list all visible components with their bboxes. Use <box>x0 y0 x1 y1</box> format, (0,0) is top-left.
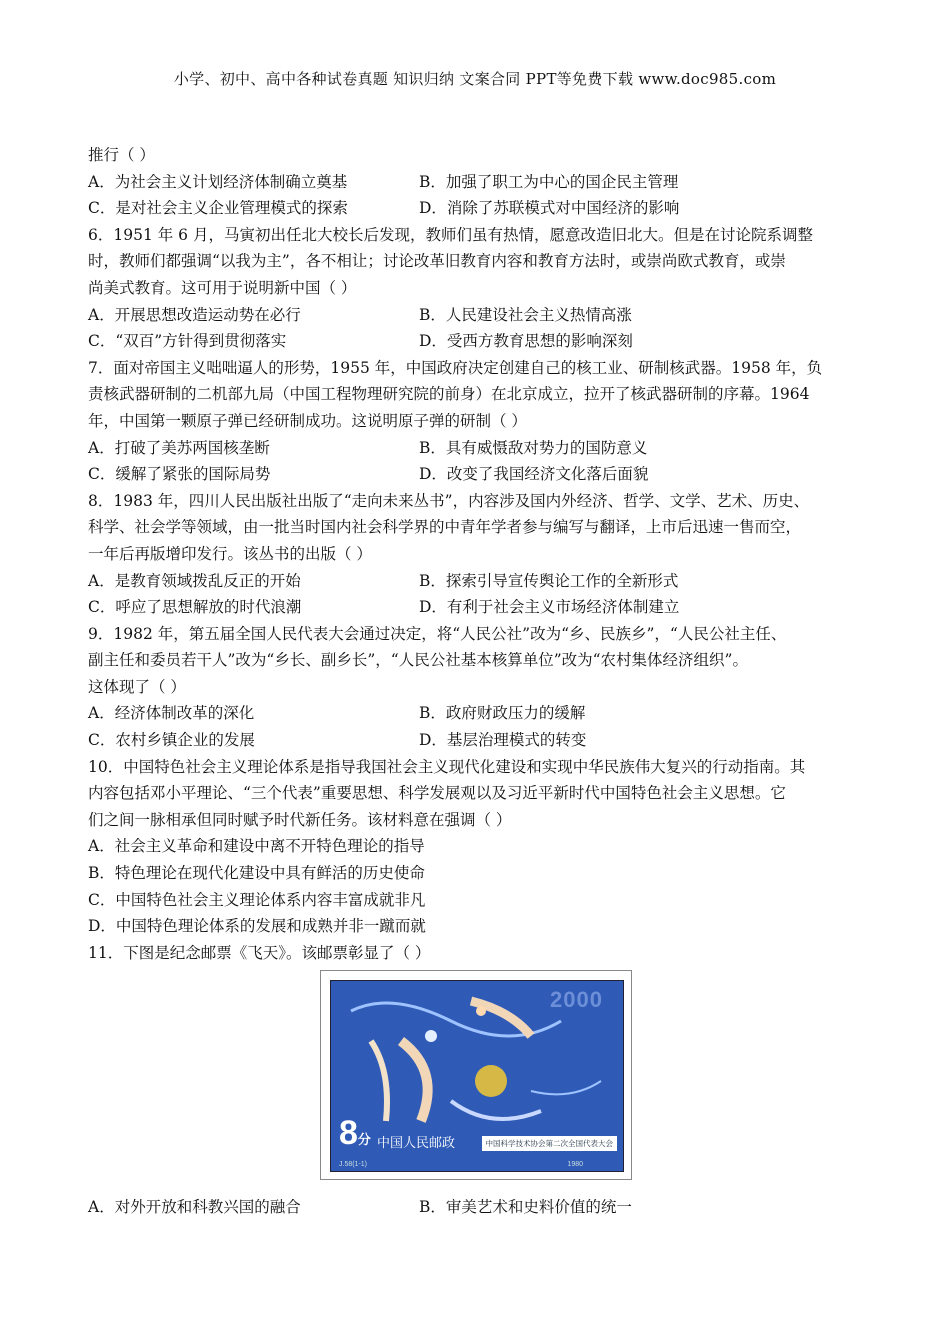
q8-option-c: C．呼应了思想解放的时代浪潮 <box>88 598 302 617</box>
stamp-post-label: 中国人民邮政 <box>377 1135 456 1151</box>
stamp-artwork <box>330 980 624 1172</box>
q7-option-c: C．缓解了紧张的国际局势 <box>88 465 271 484</box>
q7-option-a: A．打破了美苏两国核垄断 <box>88 438 270 457</box>
q9-stem-line: 副主任和委员若干人”改为“乡长、副乡长”，“人民公社基本核算单位”改为“农村集体经济组织”。 <box>88 651 748 670</box>
q10-option-c: C．中国特色社会主义理论体系内容丰富成就非凡 <box>88 890 426 909</box>
q11-options-row-1 <box>88 1194 863 1221</box>
q9-option-b: B．政府财政压力的缓解 <box>419 704 586 723</box>
q10-stem-line: 内容包括邓小平理论、“三个代表”重要思想、科学发展观以及习近平新时代中国特色社会主义思想。它 <box>88 784 786 803</box>
q8-stem-line: 科学、社会学等领域，由一批当时国内社会科学界的中青年学者参与编写与翻译，上市后迅速一售而空， <box>88 518 802 537</box>
q11-option-a: A．对外开放和科教兴国的融合 <box>88 1198 301 1217</box>
q5-stem-tail: 推行（ ） <box>88 146 155 164</box>
q6-option-c: C．“双百”方针得到贯彻落实 <box>88 332 287 351</box>
q6-options-row-2 <box>88 328 863 355</box>
q9-options-row-1 <box>88 700 863 727</box>
q7-options-row-2 <box>88 461 863 488</box>
stamp-denomination <box>339 1114 371 1153</box>
q11-stem: 11．下图是纪念邮票《飞天》。该邮票彰显了（ ） <box>88 943 431 962</box>
q8-option-b: B．探索引导宣传舆论工作的全新形式 <box>419 571 679 590</box>
q6-option-b: B．人民建设社会主义热情高涨 <box>419 305 632 324</box>
q7-stem-line: 年，中国第一颗原子弹已经研制成功。这说明原子弹的研制（ ） <box>88 411 527 430</box>
q7-stem-line: 7．面对帝国主义咄咄逼人的形势，1955 年，中国政府决定创建自己的核工业、研制核武器。1958 年，负 <box>88 358 823 377</box>
q5-option-a: A．为社会主义计划经济体制确立奠基 <box>88 172 348 191</box>
q6-option-d: D．受西方教育思想的影响深刻 <box>419 332 633 351</box>
stamp-year-2000: 2000 <box>550 987 603 1013</box>
q6-stem-line: 6．1951 年 6 月，马寅初出任北大校长后发现，教师们虽有热情，愿意改造旧北大。但是在讨论院系调整 <box>88 225 813 244</box>
q11-option-b: B．审美艺术和史料价值的统一 <box>419 1198 632 1217</box>
q6-stem-line: 尚美式教育。这可用于说明新中国（ ） <box>88 278 357 297</box>
q8-option-a: A．是教育领域拨乱反正的开始 <box>88 571 301 590</box>
q9-stem-line: 这体现了（ ） <box>88 677 186 696</box>
q5-option-d: D．消除了苏联模式对中国经济的影响 <box>419 199 680 218</box>
q7-options-row-1 <box>88 435 863 462</box>
q10-option-b: B．特色理论在现代化建设中具有鲜活的历史使命 <box>88 864 425 883</box>
q8-option-d: D．有利于社会主义市场经济体制建立 <box>419 598 680 617</box>
q8-stem-line: 一年后再版增印发行。该丛书的出版（ ） <box>88 544 372 563</box>
q10-stem-line: 们之间一脉相承但同时赋予时代新任务。该材料意在强调（ ） <box>88 810 512 829</box>
q10-stem-line: 10．中国特色社会主义理论体系是指导我国社会主义现代化建设和实现中华民族伟大复兴的行动指南。其 <box>88 757 806 776</box>
q7-option-d: D．改变了我国经济文化落后面貌 <box>419 465 649 484</box>
q9-options-row-2 <box>88 727 863 754</box>
q9-option-d: D．基层治理模式的转变 <box>419 731 587 750</box>
q10-option-d: D．中国特色理论体系的发展和成熟并非一蹴而就 <box>88 917 426 936</box>
feitian-stamp <box>320 970 632 1180</box>
q5-options-row-1 <box>88 169 863 196</box>
q5-options-row-2 <box>88 195 863 222</box>
q7-stem-line: 责核武器研制的二机部九局（中国工程物理研究院的前身）在北京成立，拉开了核武器研制的序幕。1964 <box>88 385 810 404</box>
q9-option-a: A．经济体制改革的深化 <box>88 704 255 723</box>
stamp-denomination-value: 8 <box>339 1114 358 1153</box>
stamp-caption: 中国科学技术协会第二次全国代表大会 <box>482 1136 618 1151</box>
q9-stem-line: 9．1982 年，第五届全国人民代表大会通过决定，将“人民公社”改为“乡、民族乡”，“人民公社主任、 <box>88 624 787 643</box>
stamp-figure <box>88 970 863 1192</box>
exam-content <box>88 142 863 1221</box>
q10-option-a: A．社会主义革命和建设中离不开特色理论的指导 <box>88 837 425 856</box>
page-header: 小学、初中、高中各种试卷真题 知识归纳 文案合同 PPT等免费下载 www.doc985.com <box>173 70 777 88</box>
q6-stem-line: 时，教师们都强调“以我为主”，各不相让；讨论改革旧教育内容和教育方法时，或崇尚欧式教育，或崇 <box>88 252 786 271</box>
q6-option-a: A．开展思想改造运动势在必行 <box>88 305 301 324</box>
q9-option-c: C．农村乡镇企业的发展 <box>88 731 255 750</box>
stamp-issue-year: 1980 <box>567 1161 583 1169</box>
q7-option-b: B．具有威慑敌对势力的国防意义 <box>419 438 648 457</box>
q5-option-c: C．是对社会主义企业管理模式的探索 <box>88 199 348 218</box>
q8-options-row-1 <box>88 568 863 595</box>
stamp-code: J.58(1-1) <box>339 1161 368 1169</box>
q5-option-b: B．加强了职工为中心的国企民主管理 <box>419 172 679 191</box>
q8-stem-line: 8．1983 年，四川人民出版社出版了“走向未来丛书”，内容涉及国内外经济、哲学、文学、艺术、历史、 <box>88 491 810 510</box>
q8-options-row-2 <box>88 594 863 621</box>
stamp-denomination-unit: 分 <box>357 1132 371 1148</box>
q6-options-row-1 <box>88 302 863 329</box>
